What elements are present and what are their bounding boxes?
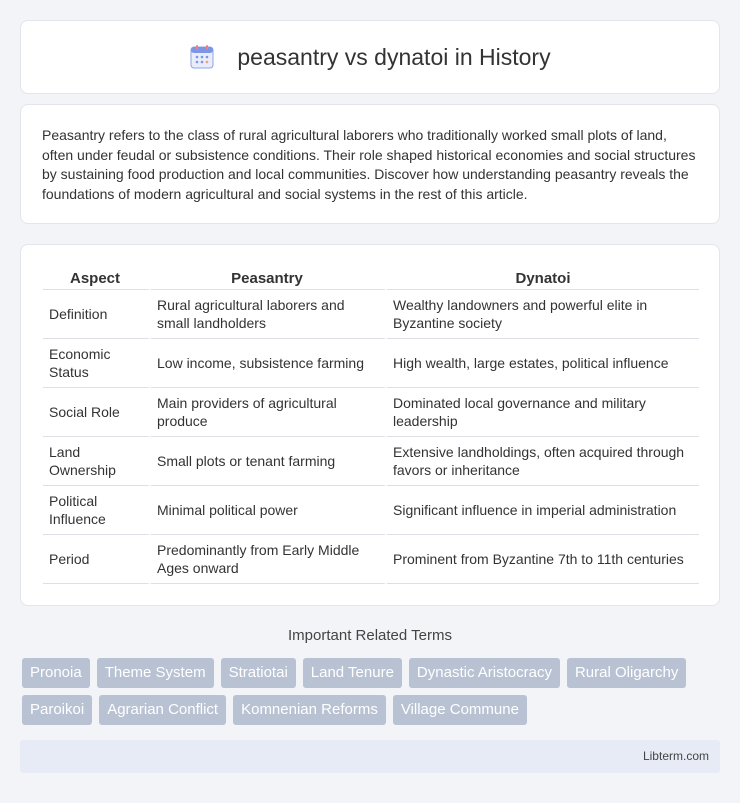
row-aspect: Political Influence: [43, 486, 151, 535]
row-aspect: Land Ownership: [43, 437, 151, 486]
row-peasantry: Predominantly from Early Middle Ages onward: [151, 535, 387, 584]
row-peasantry: Main providers of agricultural produce: [151, 388, 387, 437]
title-card: [20, 20, 720, 94]
row-peasantry: Minimal political power: [151, 486, 387, 535]
intro-card: [20, 104, 720, 224]
tag-agrarian-conflict[interactable]: Agrarian Conflict: [99, 695, 226, 725]
row-peasantry: Rural agricultural laborers and small landholders: [151, 290, 387, 339]
row-dynatoi: High wealth, large estates, political influence: [387, 339, 699, 388]
header-dynatoi: Dynatoi: [387, 265, 699, 290]
table-row: [43, 437, 699, 486]
table-row: [43, 339, 699, 388]
tag-dynastic-aristocracy[interactable]: Dynastic Aristocracy: [409, 658, 560, 688]
tag-pronoia[interactable]: Pronoia: [22, 658, 90, 688]
table-row: [43, 388, 699, 437]
comparison-table: [43, 265, 699, 584]
row-dynatoi: Extensive landholdings, often acquired through favors or inheritance: [387, 437, 699, 486]
tag-rural-oligarchy[interactable]: Rural Oligarchy: [567, 658, 686, 688]
header-peasantry: Peasantry: [151, 265, 387, 290]
row-aspect: Economic Status: [43, 339, 151, 388]
intro-text: Peasantry refers to the class of rural agricultural laborers who traditionally worked small plots of land, often under feudal or subsistence conditions. Their role shaped historical economies and social structures by sustaining food production and local communities. Discover how understanding peasantry reveals the foundations of modern agricultural and social systems in the rest of this article.: [42, 127, 696, 202]
footer: [20, 740, 720, 773]
tag-stratiotai[interactable]: Stratiotai: [221, 658, 296, 688]
table-row: [43, 486, 699, 535]
tag-paroikoi[interactable]: Paroikoi: [22, 695, 92, 725]
header-aspect: Aspect: [43, 265, 151, 290]
tag-theme-system[interactable]: Theme System: [97, 658, 214, 688]
table-row: [43, 290, 699, 339]
row-dynatoi: Prominent from Byzantine 7th to 11th centuries: [387, 535, 699, 584]
footer-brand-link[interactable]: Libterm.com: [642, 749, 709, 763]
table-row: [43, 535, 699, 584]
row-aspect: Definition: [43, 290, 151, 339]
row-dynatoi: Wealthy landowners and powerful elite in Byzantine society: [387, 290, 699, 339]
row-peasantry: Small plots or tenant farming: [151, 437, 387, 486]
related-terms-list: [22, 658, 722, 725]
comparison-table-card: [20, 244, 720, 606]
tag-komnenian-reforms[interactable]: Komnenian Reforms: [233, 695, 386, 725]
related-terms-title: Important Related Terms: [288, 627, 452, 644]
tag-village-commune[interactable]: Village Commune: [393, 695, 527, 725]
tag-land-tenure[interactable]: Land Tenure: [303, 658, 402, 688]
table-header-row: [43, 265, 699, 290]
row-aspect: Period: [43, 535, 151, 584]
row-aspect: Social Role: [43, 388, 151, 437]
row-dynatoi: Dominated local governance and military leadership: [387, 388, 699, 437]
row-peasantry: Low income, subsistence farming: [151, 339, 387, 388]
page-title: peasantry vs dynatoi in History: [237, 43, 551, 70]
row-dynatoi: Significant influence in imperial administration: [387, 486, 699, 535]
calendar-icon: [189, 44, 215, 70]
